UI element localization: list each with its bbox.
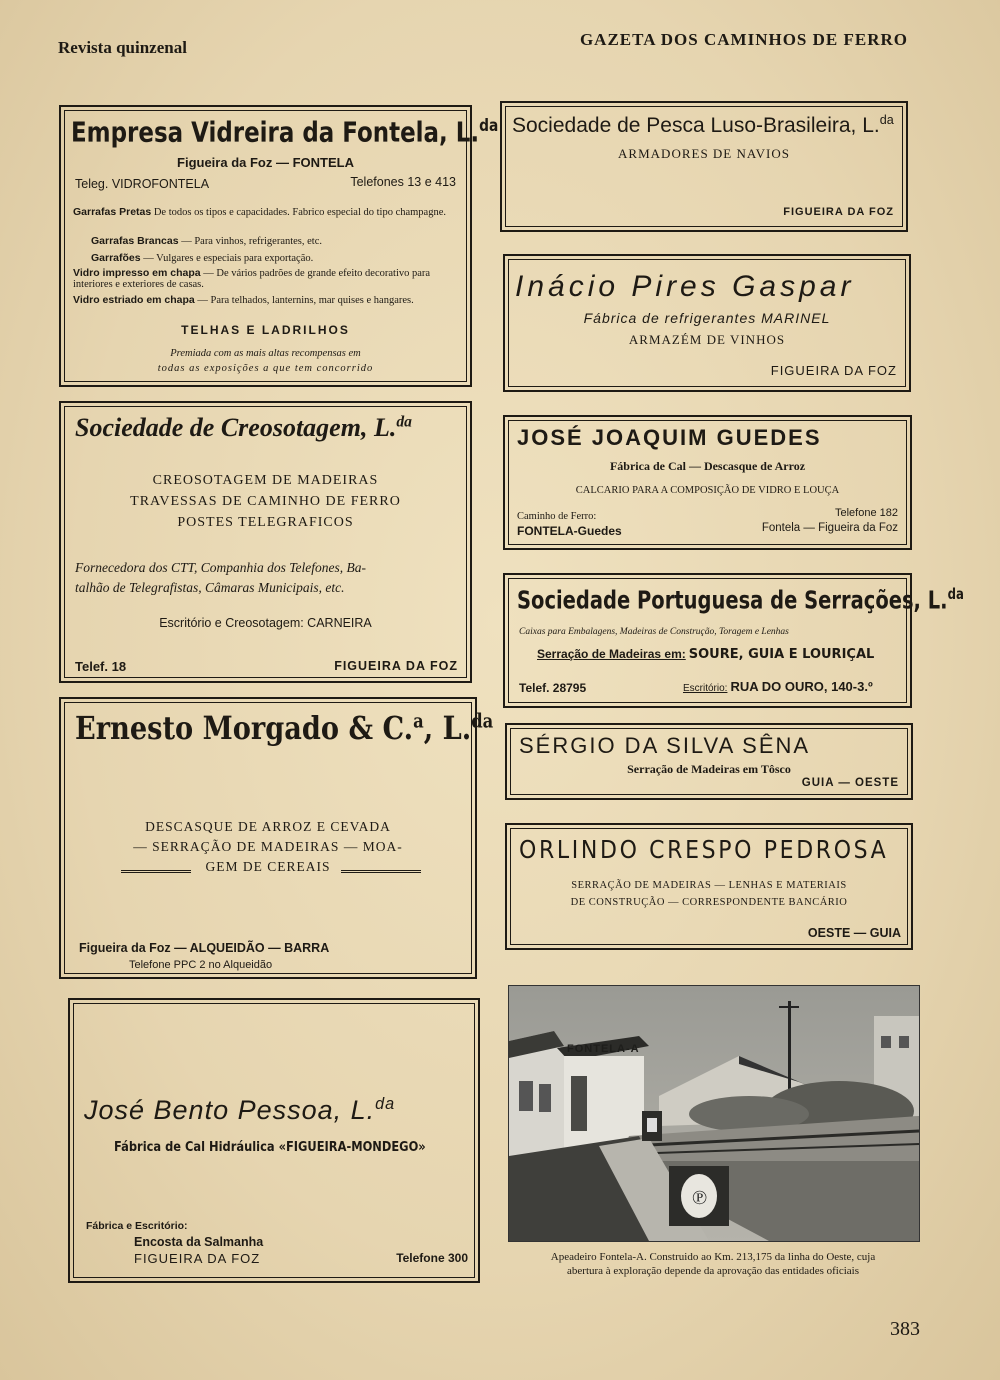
ad-pessoa-street: Encosta da Salmanha (134, 1235, 264, 1249)
ad-guedes-line-2: CALCARIO PARA A COMPOSIÇÃO DE VIDRO E LOUÇA (575, 485, 840, 496)
ad-serracoes-title: Sociedade Portuguesa de Serrações, L.$^{da}$ (517, 585, 964, 615)
ad-guedes-title: JOSÉ JOAQUIM GUEDES (517, 425, 822, 450)
ad-morgado-addr: Figueira da Foz — ALQUEIDÃO — BARRA (79, 941, 330, 955)
ad-pessoa-label: Fábrica e Escritório: (86, 1220, 188, 1232)
ad-pedrosa-title: ORLINDO CRESPO PEDROSA (519, 835, 889, 864)
ad-guedes-rail: FONTELA-Guedes (517, 524, 622, 538)
ad-creosotagem-supplier-1: Fornecedora dos CTT, Companhia dos Telefones, Ba- (75, 560, 367, 575)
ad-serracoes (503, 573, 964, 708)
ad-creosotagem-city: FIGUEIRA DA FOZ (334, 659, 458, 673)
ad-vidreira (59, 105, 499, 387)
ad-pedrosa (505, 823, 913, 950)
ad-serracoes-phone: Telef. 28795 (519, 681, 587, 695)
ad-vidreira-item-4: Vidro impresso em chapa — De vários padrões de grande efeito decorativo para interiores e exteriores de casas. (73, 267, 431, 290)
svg-text:℗: ℗ (692, 1185, 708, 1209)
ad-vidreira-item-2: Garrafas Brancas — Para vinhos, refrigerantes, etc. (91, 235, 323, 247)
ad-pedrosa-line-2: DE CONSTRUÇÃO — CORRESPONDENTE BANCÁRIO (570, 897, 848, 908)
ad-guedes (503, 415, 912, 550)
ad-creosotagem (59, 401, 472, 683)
station-sign: FONTELA-A (567, 1043, 640, 1055)
ad-morgado-phone: Telefone PPC 2 no Alqueidão (129, 959, 273, 971)
ad-morgado-line-2: — SERRAÇÃO DE MADEIRAS — MOA- (133, 839, 403, 854)
ad-pesca (500, 101, 908, 232)
ad-vidreira-footer-2: todas as exposições a que tem concorrido (157, 363, 374, 374)
ad-vidreira-phones: Telefones 13 e 413 (350, 175, 456, 189)
photo-caption-line-1: Apeadeiro Fontela-A. Construido ao Km. 213,175 da linha do Oeste, cuja (550, 1251, 876, 1263)
ad-gaspar-title: Inácio Pires Gaspar (515, 270, 855, 303)
photo-caption-line-2: abertura à exploração depende da aprovação das entidades oficiais (567, 1265, 859, 1277)
ad-morgado (59, 697, 494, 979)
ad-gaspar-line-2: ARMAZÉM DE VINHOS (628, 332, 786, 347)
ad-vidreira-title: Empresa Vidreira da Fontela, L.$^{da}$ (71, 115, 499, 149)
ad-morgado-title: Ernesto Morgado & C.$^a$, L.$^{da}$ (75, 709, 494, 747)
header-right: GAZETA DOS CAMINHOS DE FERRO (579, 30, 908, 49)
ad-vidreira-item-1: Garrafas Pretas De todos os tipos e capacidades. Fabrico especial do tipo champagne. (73, 206, 447, 218)
ad-vidreira-location: Figueira da Foz — FONTELA (177, 155, 354, 170)
ad-guedes-place: Fontela — Figueira da Foz (761, 522, 898, 534)
ad-pedrosa-line-1: SERRAÇÃO DE MADEIRAS — LENHAS E MATERIAIS (571, 880, 847, 891)
ad-pessoa (68, 998, 480, 1283)
ad-pessoa-title: José Bento Pessoa, L.$^{da}$ (84, 1095, 396, 1125)
ad-pesca-line-1: ARMADORES DE NAVIOS (618, 146, 790, 161)
station-photo (508, 985, 920, 1242)
ad-pessoa-subtitle: Fábrica de Cal Hidráulica «FIGUEIRA-MONDEGO» (114, 1140, 426, 1155)
ad-pessoa-phone: Telefone 300 (396, 1251, 468, 1265)
ad-gaspar-city: FIGUEIRA DA FOZ (770, 363, 897, 378)
ad-guedes-phone: Telefone 182 (835, 507, 898, 519)
ad-creosotagem-supplier-2: talhão de Telegrafistas, Câmaras Municipais, etc. (75, 580, 345, 595)
ad-creosotagem-title: Sociedade de Creosotagem, L.$^{da}$ (75, 413, 412, 442)
ad-morgado-line-1: DESCASQUE DE ARROZ E CEVADA (145, 819, 391, 834)
ad-creosotagem-line-3: POSTES TELEGRAFICOS (177, 515, 354, 530)
photo-caption (506, 1250, 920, 1278)
ad-pedrosa-line-3: OESTE — GUIA (807, 926, 901, 940)
ad-creosotagem-office: Escritório e Creosotagem: CARNEIRA (159, 616, 372, 630)
station-photo-image (509, 986, 919, 1241)
ad-vidreira-footer-1: Premiada com as mais altas recompensas em (170, 348, 361, 359)
ad-sena-line-1: Serração de Madeiras em Tôsco (627, 762, 791, 776)
ad-gaspar-line-1: Fábrica de refrigerantes MARINEL (583, 310, 831, 326)
ad-vidreira-teleg: Teleg. VIDROFONTELA (75, 177, 210, 191)
ad-creosotagem-phone: Telef. 18 (75, 659, 127, 674)
ad-serracoes-line-1: Caixas para Embalagens, Madeiras de Construção, Toragem e Lenhas (519, 627, 789, 637)
ad-vidreira-telhas: TELHAS E LADRILHOS (181, 323, 350, 337)
ad-vidreira-item-5: Vidro estriado em chapa — Para telhados, lanternins, mar quises e hangares. (73, 294, 414, 306)
ad-morgado-rule-right (341, 870, 421, 873)
header-left: Revista quinzenal (58, 38, 187, 57)
ad-pesca-city: FIGUEIRA DA FOZ (783, 206, 894, 218)
ad-guedes-rail-label: Caminho de Ferro: (517, 511, 597, 522)
ad-serracoes-office: Escritório: RUA DO OURO, 140-3.º (683, 679, 873, 694)
ad-creosotagem-line-1: CREOSOTAGEM DE MADEIRAS (152, 473, 379, 488)
ad-serracoes-line-2: Serração de Madeiras em: SOURE, GUIA E LOURIÇAL (537, 647, 875, 662)
ad-gaspar (503, 254, 911, 392)
ad-pesca-title: Sociedade de Pesca Luso-Brasileira, L.$^{da}$ (512, 113, 894, 137)
ad-guedes-line-1: Fábrica de Cal — Descasque de Arroz (609, 459, 806, 473)
ad-sena (505, 723, 913, 800)
ad-sena-title: SÉRGIO DA SILVA SÊNA (519, 733, 811, 758)
ad-morgado-line-3: GEM DE CEREAIS (205, 859, 331, 874)
ad-creosotagem-line-2: TRAVESSAS DE CAMINHO DE FERRO (130, 494, 401, 509)
ad-pessoa-city: FIGUEIRA DA FOZ (134, 1251, 261, 1266)
ad-sena-line-2: GUIA — OESTE (801, 777, 899, 789)
page-number: 383 (890, 1318, 920, 1340)
ad-vidreira-item-3: Garrafões — Vulgares e especiais para exportação. (91, 252, 314, 264)
ad-morgado-rule-left (121, 870, 191, 873)
